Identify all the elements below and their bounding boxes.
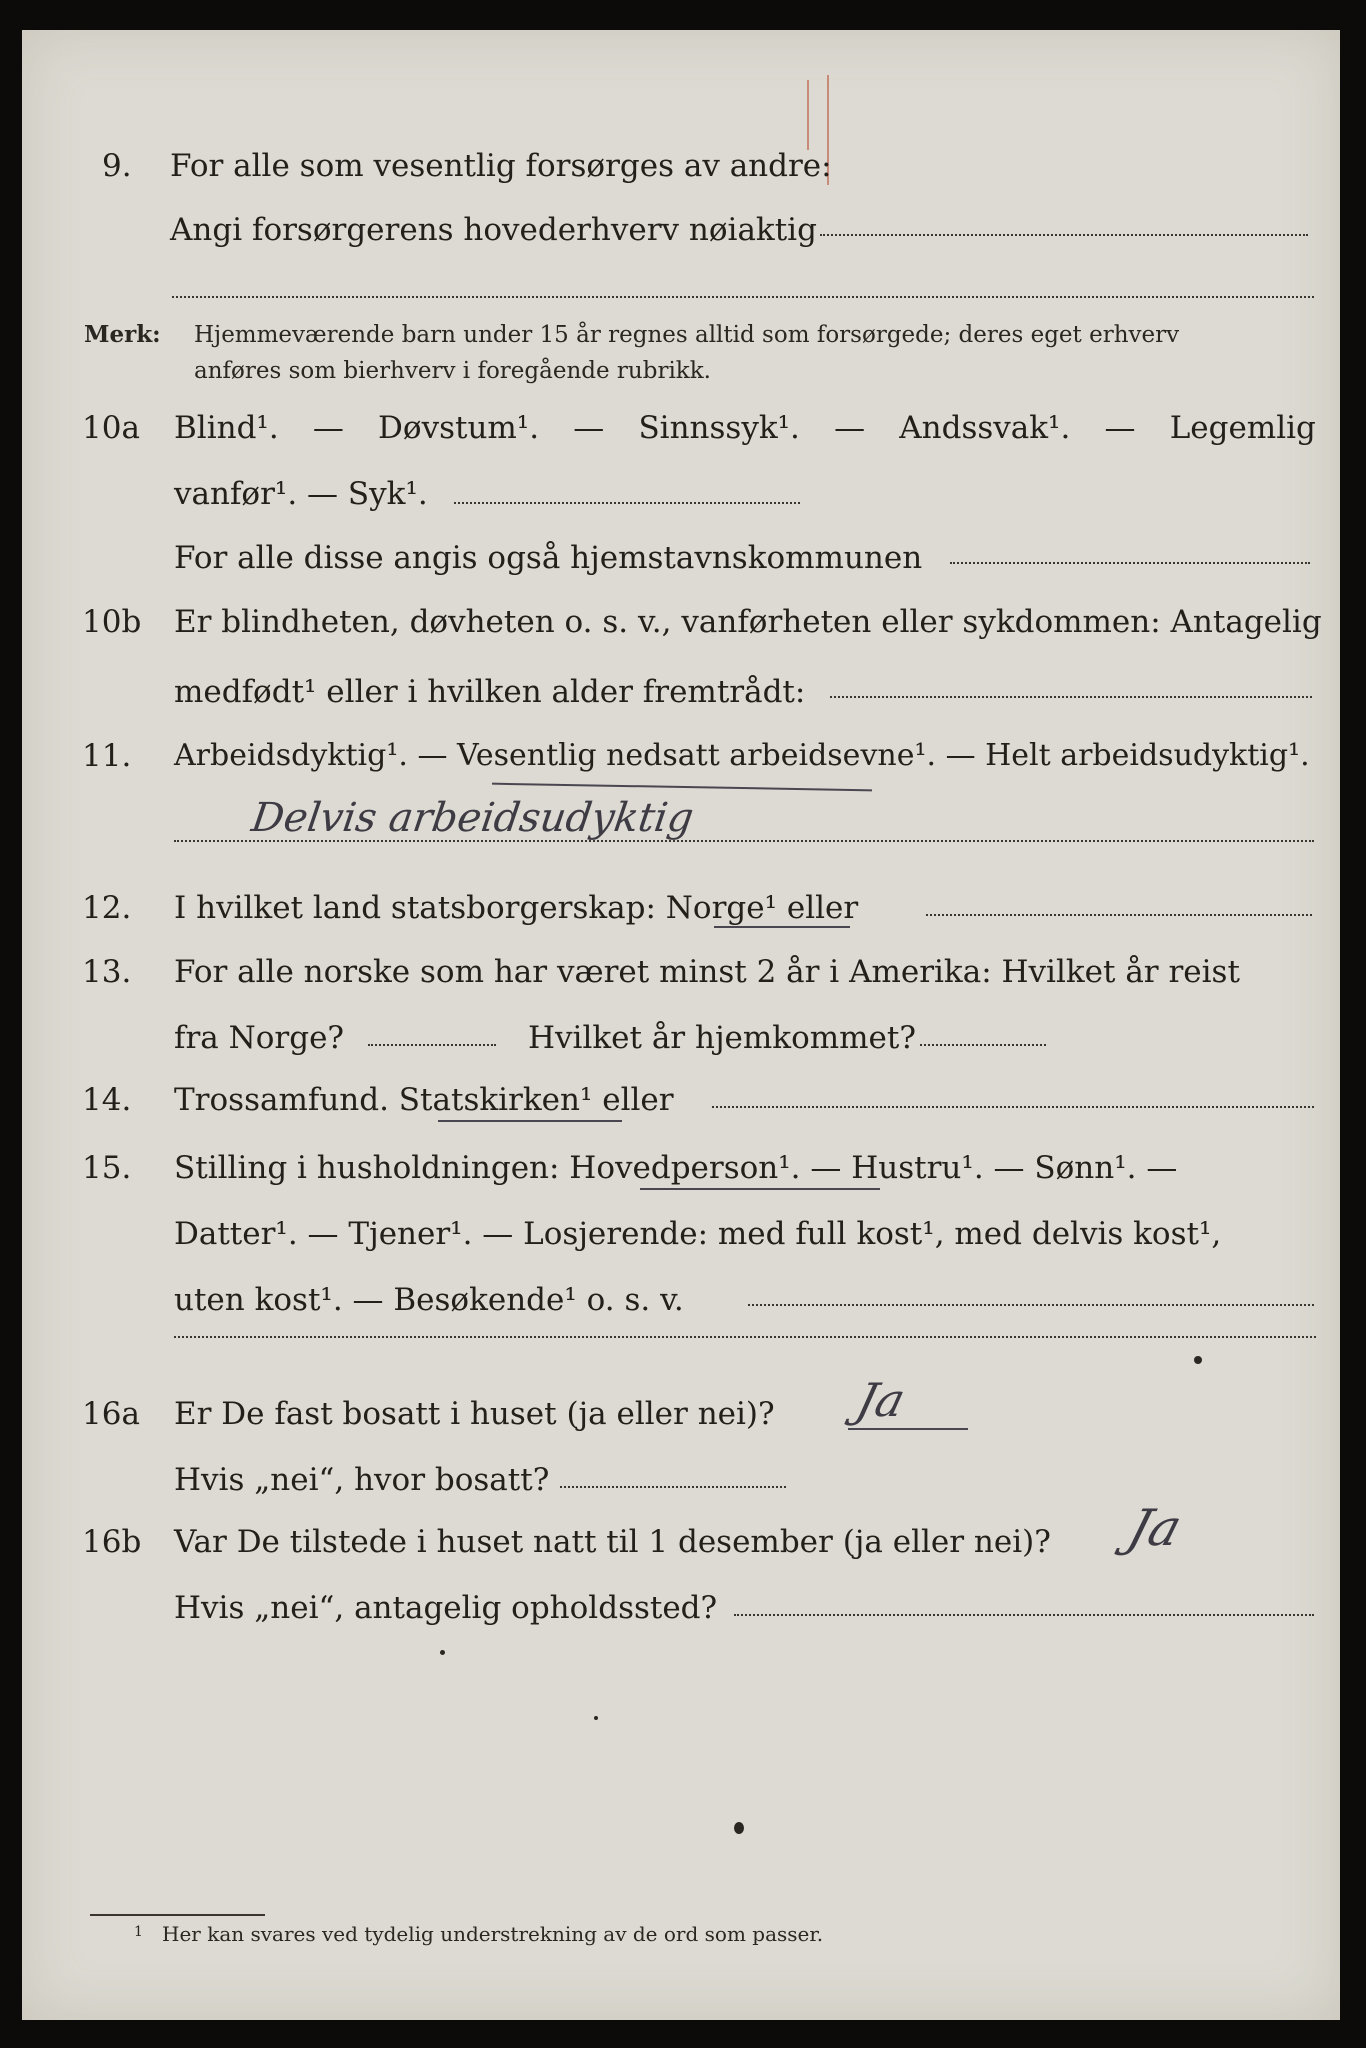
question-10a-line-3: [22, 538, 1340, 578]
question-text: For alle norske som har været minst 2 år i Amerika: Hvilket år reist: [174, 954, 1240, 990]
handwritten-underline: [438, 1120, 622, 1122]
footnote-text: Her kan svares ved tydelig understrekning av de ord som passer.: [162, 1922, 824, 1946]
answer-line[interactable]: [820, 234, 1308, 236]
question-text: Stilling i husholdningen: Hovedperson¹. — Hustru¹. — Sønn¹. —: [174, 1150, 1178, 1186]
handwritten-answer-16a: Ja: [851, 1373, 911, 1427]
answer-line[interactable]: [174, 840, 1314, 842]
answer-line[interactable]: [174, 1336, 1316, 1338]
question-number: 10a: [82, 410, 140, 446]
answer-line[interactable]: [454, 502, 800, 504]
footnote-rule: [90, 1914, 265, 1916]
answer-line[interactable]: [560, 1486, 786, 1488]
question-text: vanfør¹. — Syk¹.: [174, 476, 428, 512]
question-10a-line-2: [22, 474, 1340, 514]
question-text: Hvilket år hjemkommet?: [528, 1020, 916, 1056]
separator: —: [834, 410, 866, 446]
question-text: Er blindheten, døvheten o. s. v., vanførheten eller sykdommen: Antagelig: [174, 604, 1322, 640]
option-dovstum[interactable]: Døvstum¹.: [378, 410, 540, 446]
answer-line[interactable]: [926, 914, 1312, 916]
question-10b: [22, 602, 1340, 642]
ink-dot: [1194, 1356, 1202, 1364]
question-15-line-3: [22, 1280, 1340, 1320]
question-number: 16b: [82, 1524, 142, 1560]
question-13-line-2: [22, 1018, 1340, 1058]
handwritten-underline: [492, 783, 872, 792]
question-14: [22, 1080, 1340, 1120]
answer-line[interactable]: [920, 1044, 1046, 1046]
census-form-page: [22, 30, 1340, 2020]
question-text: Angi forsørgerens hovederhverv nøiaktig: [170, 212, 817, 248]
question-9: [22, 146, 1340, 186]
question-text: Hvis „nei“, antagelig opholdssted?: [174, 1590, 718, 1626]
question-13: [22, 952, 1340, 992]
question-number: 10b: [82, 604, 142, 640]
question-text: medfødt¹ eller i hvilken alder fremtrådt:: [174, 674, 806, 710]
stamp-mark: [807, 80, 809, 150]
question-9-line-2: [22, 210, 1340, 250]
separator: —: [312, 410, 344, 446]
question-16a-line-2: [22, 1460, 1340, 1500]
option-blind[interactable]: Blind¹.: [174, 410, 279, 446]
question-16b-line-2: [22, 1588, 1340, 1628]
question-15: [22, 1148, 1340, 1188]
handwritten-underline: [848, 1428, 968, 1430]
question-number: 16a: [82, 1396, 140, 1432]
separator: —: [1104, 410, 1136, 446]
answer-line[interactable]: [950, 562, 1310, 564]
answer-line[interactable]: [368, 1044, 496, 1046]
question-text: For alle disse angis også hjemstavnskommunen: [174, 540, 923, 576]
question-number: 11.: [82, 738, 132, 774]
option-andssvak[interactable]: Andssvak¹.: [899, 410, 1071, 446]
ink-dot: [440, 1650, 445, 1655]
question-text: For alle som vesentlig forsørges av andre:: [170, 148, 832, 184]
merk-label: Merk:: [84, 321, 161, 348]
handwritten-answer-16b: Ja: [1121, 1499, 1189, 1557]
question-text: Var De tilstede i huset natt til 1 desember (ja eller nei)?: [174, 1524, 1051, 1560]
merk-text: anføres som bierhverv i foregående rubrikk.: [194, 358, 711, 384]
ink-dot: [734, 1822, 744, 1834]
ink-dot: [594, 1716, 598, 1720]
option-list: [174, 408, 1316, 448]
option-legemlig[interactable]: Legemlig: [1169, 410, 1316, 446]
question-text: Trossamfund. Statskirken¹ eller: [174, 1082, 674, 1118]
question-text: I hvilket land statsborgerskap: Norge¹ eller: [174, 890, 859, 926]
question-text: Arbeidsdyktig¹. — Vesentlig nedsatt arbeidsevne¹. — Helt arbeidsudyktig¹.: [174, 738, 1310, 773]
answer-line[interactable]: [712, 1106, 1314, 1108]
question-number: 15.: [82, 1150, 132, 1186]
question-number: 12.: [82, 890, 132, 926]
question-number: 9.: [102, 148, 132, 184]
question-number: 13.: [82, 954, 132, 990]
separator: —: [573, 410, 605, 446]
merk-text: Hjemmeværende barn under 15 år regnes alltid som forsørgede; deres eget erhverv: [194, 322, 1180, 348]
question-15-line-2: [22, 1214, 1340, 1254]
question-10b-line-2: [22, 672, 1340, 712]
question-16a: [22, 1394, 1340, 1434]
answer-line[interactable]: [734, 1614, 1314, 1616]
handwritten-underline: [640, 1188, 880, 1190]
question-10a: [22, 408, 1340, 448]
answer-line[interactable]: [830, 696, 1312, 698]
question-text: Datter¹. — Tjener¹. — Losjerende: med full kost¹, med delvis kost¹,: [174, 1216, 1222, 1252]
question-text: uten kost¹. — Besøkende¹ o. s. v.: [174, 1282, 684, 1318]
question-number: 14.: [82, 1082, 132, 1118]
question-11: [22, 736, 1340, 776]
footnote-mark: 1: [134, 1924, 143, 1940]
answer-line[interactable]: [172, 296, 1314, 298]
option-sinnssyk[interactable]: Sinnssyk¹.: [638, 410, 800, 446]
question-text: Er De fast bosatt i huset (ja eller nei)?: [174, 1396, 775, 1432]
handwritten-answer-11: Delvis arbeidsudyktig: [248, 795, 697, 841]
question-12: [22, 888, 1340, 928]
answer-line[interactable]: [748, 1304, 1314, 1306]
question-text: fra Norge?: [174, 1020, 345, 1056]
question-text: Hvis „nei“, hvor bosatt?: [174, 1462, 550, 1498]
handwritten-underline: [714, 926, 850, 928]
